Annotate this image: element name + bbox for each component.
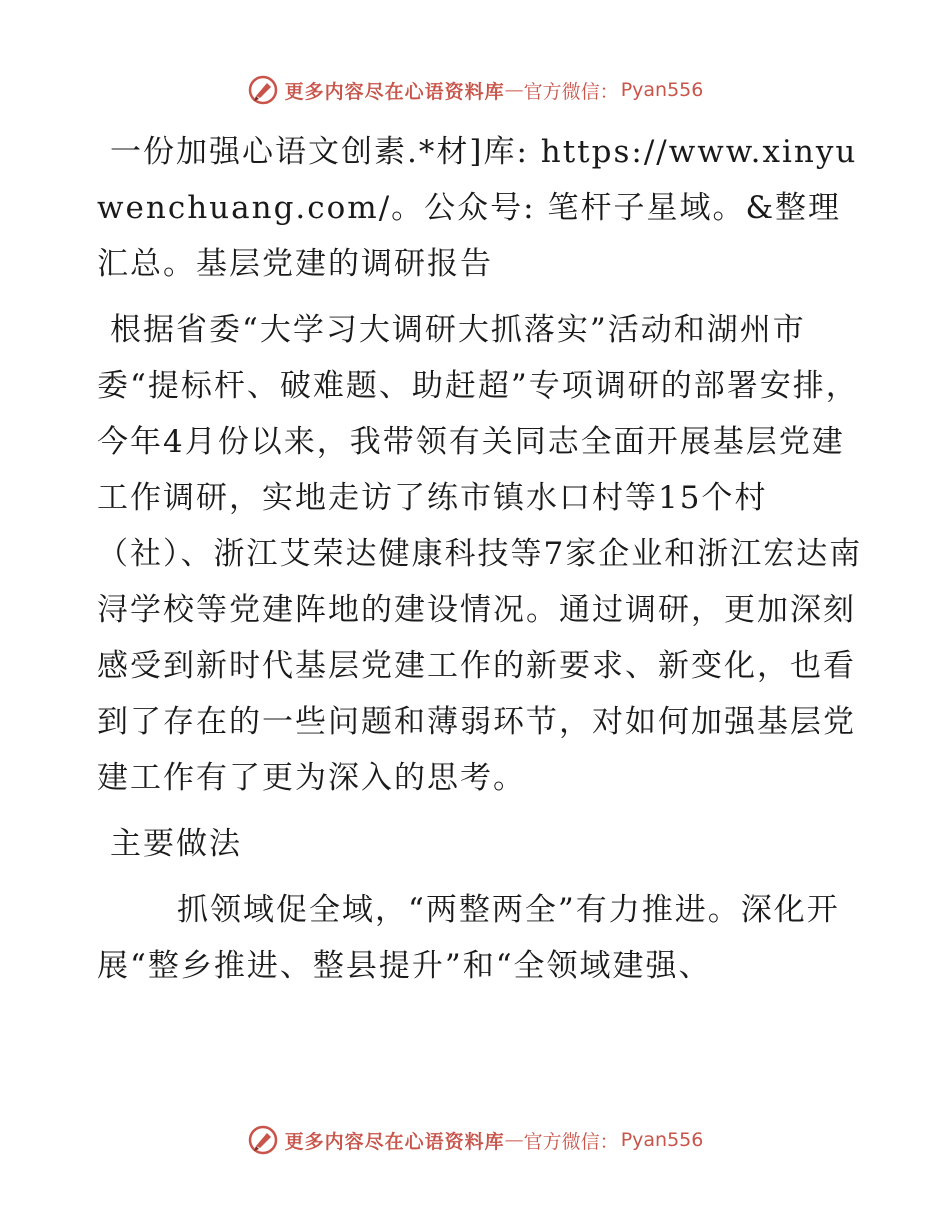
banner-sub-text: 官方微信： <box>523 1130 619 1153</box>
banner-main-text: 更多内容尽在心语资料库 <box>284 80 505 103</box>
banner-main-text: 更多内容尽在心语资料库 <box>284 1130 505 1153</box>
banner-sub-text: 官方微信： <box>523 80 619 103</box>
section-heading: 主要做法 <box>110 826 242 862</box>
footer-watermark-banner <box>0 1120 950 1160</box>
intro-paragraph: 一份加强心语文创素.*材]库: https://www.xinyuwenchuang.com/。公众号: 笔杆子星域。&整理汇总。基层党建的调研报告 <box>97 134 858 282</box>
banner-wechat-id: Pyan556 <box>620 1129 704 1151</box>
pen-logo-icon <box>247 1124 279 1156</box>
document-body <box>97 124 867 994</box>
banner-separator: — <box>504 1129 524 1151</box>
body-paragraph-1: 根据省委“大学习大调研大抓落实”活动和湖州市委“提标杆、破难题、助赶超”专项调研的部署安排，今年4月份以来，我带领有关同志全面开展基层党建工作调研，实地走访了练市镇水口村等15个村（社）、浙江艾荣达健康科技等7家企业和浙江宏达南浔学校等党建阵地的建设情况。通过调研，更加深刻感受到新时代基层党建工作的新要求、新变化，也看到了存在的一些问题和薄弱环节，对如何加强基层党建工作有了更为深入的思考。 <box>97 312 863 796</box>
header-watermark-banner <box>0 70 950 110</box>
banner-wechat-id: Pyan556 <box>620 79 704 101</box>
pen-logo-icon <box>247 74 279 106</box>
banner-separator: — <box>504 79 524 101</box>
body-paragraph-2: 抓领域促全域，“两整两全”有力推进。深化开展“整乡推进、整县提升”和“全领域建强、 <box>97 892 840 984</box>
